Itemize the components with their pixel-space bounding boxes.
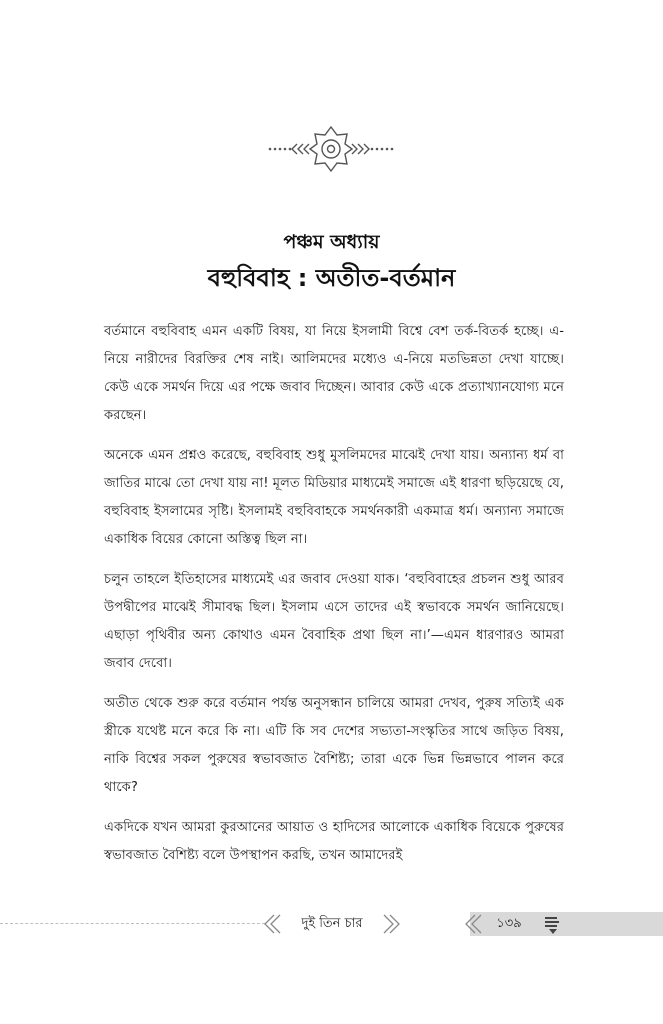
chapter-title: বহুবিবাহ : অতীত-বর্তমান <box>207 264 456 292</box>
publisher-logo-icon <box>540 912 564 936</box>
paragraph: একদিকে যখন আমরা কুরআনের আয়াত ও হাদিসের আলোকে একাধিক বিয়েকে পুরুষের স্বভাবজাত বৈশিষ্ট্য বলে উপস্থাপন করছি, তখন আমাদেরই <box>104 820 564 863</box>
paragraph: অনেকে এমন প্রশ্নও করেছে, বহুবিবাহ শুধু মুসলিমদের মাঝেই দেখা যায়। অন্যান্য ধর্ম বা জাতির মাঝে তো দেখা যায় না! মূলত মিডিয়ার মাধ্যমেই সমাজে এই ধারণা ছড়িয়েছে যে, বহুবিবাহ ইসলামের সৃষ্টি। ইসলামই বহুবিবাহকে সমর্থনকারী একমাত্র ধর্ম। অন্যান্য সমাজে একাধিক বিয়ের কোনো অস্তিত্ব ছিল না। <box>104 448 564 547</box>
chapter-number: পঞ্চম অধ্যায় <box>283 231 380 253</box>
paragraph: বর্তমানে বহুবিবাহ এমন একটি বিষয়, যা নিয়ে ইসলামী বিশ্বে বেশ তর্ক-বিতর্ক হচ্ছে। এ-নিয়ে নারীদের বিরক্তির শেষ নাই। আলিমদের মধ্যেও এ-নিয়ে মতভিন্নতা দেখা যাচ্ছে। কেউ একে সমর্থন দিয়ে এর পক্ষে জবাব দিচ্ছেন। আবার কেউ একে প্রত্যাখ্যানযোগ্য মনে করছেন। <box>104 324 564 423</box>
chapter-ornament-icon <box>0 122 663 176</box>
page-number: ১৩৯ <box>496 916 522 931</box>
paragraph: চলুন তাহলে ইতিহাসের মাধ্যমেই এর জবাব দেওয়া যাক। ‘বহুবিবাহের প্রচলন শুধু আরব উপদ্বীপের মাঝেই সীমাবদ্ধ ছিল। ইসলাম এসে তাদের এই স্বভাবকে সমর্থন জানিয়েছে। এছাড়া পৃথিবীর অন্য কোথাও এমন বৈবাহিক প্রথা ছিল না।’—এমন ধারণারও আমরা জবাব দেবো। <box>104 572 564 671</box>
body-text <box>104 318 564 882</box>
page-footer <box>0 900 663 948</box>
paragraph: অতীত থেকে শুরু করে বর্তমান পর্যন্ত অনুসন্ধান চালিয়ে আমরা দেখব, পুরুষ সত্যিই এক স্ত্রীকে যথেষ্ট মনে করে কি না। এটি কি সব দেশের সভ্যতা-সংস্কৃতির সাথে জড়িত বিষয়, নাকি বিশ্বের সকল পুরুষের স্বভাবজাত বৈশিষ্ট্য; তারা একে ভিন্ন ভিন্নভাবে পালন করে থাকে? <box>104 696 564 795</box>
footer-book-title: দুই তিন চার <box>301 916 363 931</box>
